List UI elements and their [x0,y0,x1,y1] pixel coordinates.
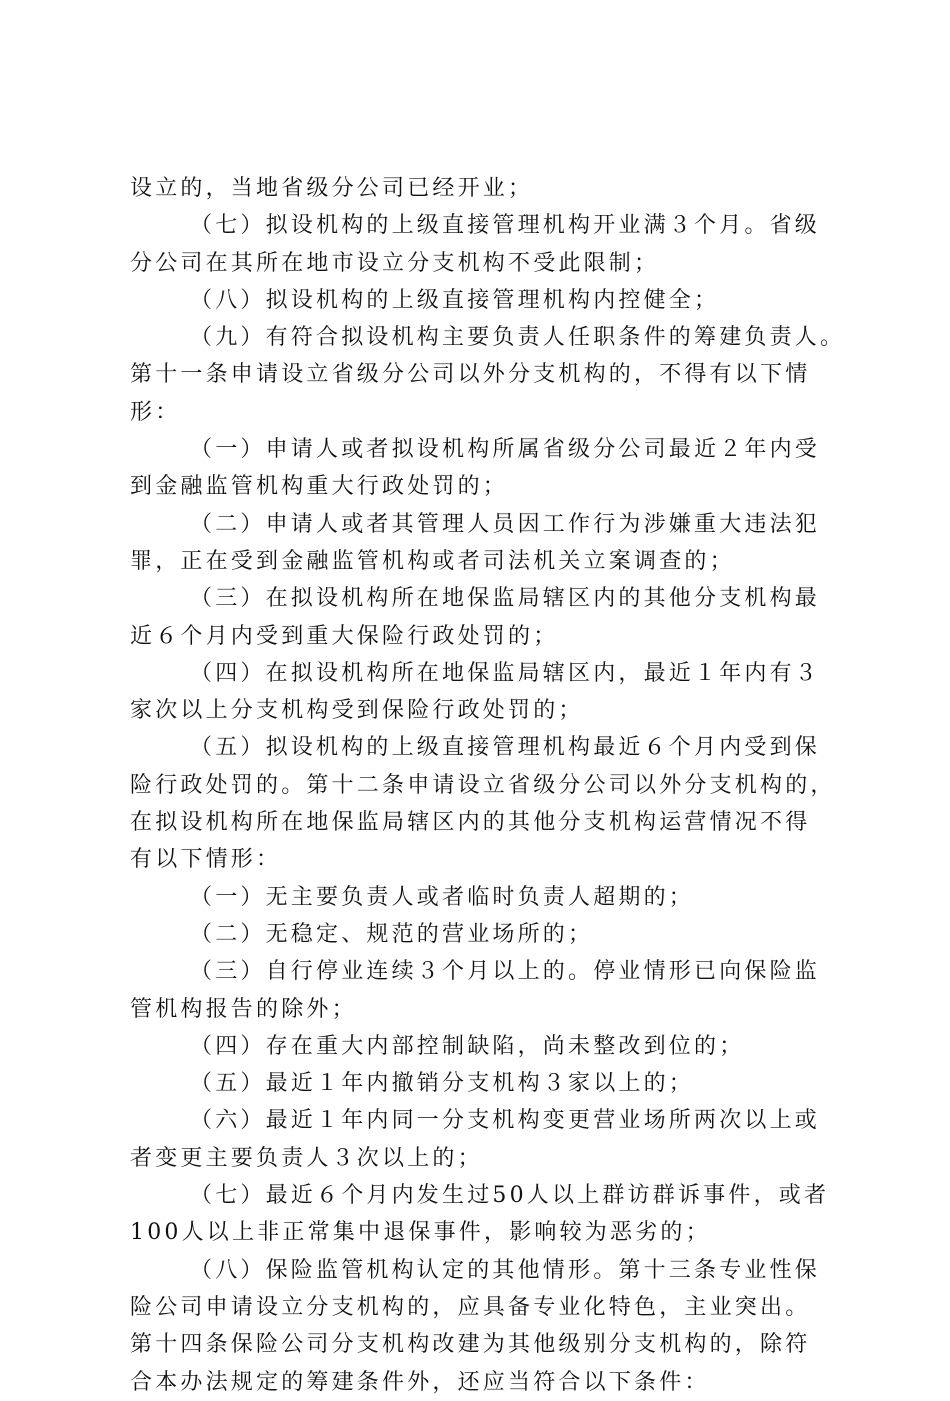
paragraph-line-indented: （七）拟设机构的上级直接管理机构开业满３个月。省级 [190,213,821,239]
paragraph-line-indented: （一）申请人或者拟设机构所属省级分公司最近２年内受 [190,437,821,463]
paragraph-line-indented: （二）无稳定、规范的营业场所的； [190,921,594,947]
paragraph-line: 近６个月内受到重大保险行政处罚的； [130,623,559,649]
paragraph-line-indented: （八）拟设机构的上级直接管理机构内控健全； [190,287,720,313]
paragraph-line-indented: （五）最近１年内撤销分支机构３家以上的； [190,1071,695,1097]
paragraph-line-indented: （九）有符合拟设机构主要负责人任职条件的筹建负责人。 [190,325,846,351]
paragraph-line: 设立的，当地省级分公司已经开业； [130,176,534,201]
paragraph-line: 有以下情形： [130,847,282,873]
paragraph-line: 险行政处罚的。第十二条申请设立省级分公司以外分支机构的， [130,772,836,798]
paragraph-line-indented: （一）无主要负责人或者临时负责人超期的； [190,884,695,910]
document-body [130,170,850,1401]
paragraph-line-indented: （八）保险监管机构认定的其他情形。第十三条专业性保 [190,1257,821,1283]
paragraph-line-indented: （二）申请人或者其管理人员因工作行为涉嫌重大违法犯 [190,511,821,537]
paragraph-line-indented: （七）最近６个月内发生过50人以上群访群诉事件，或者 [190,1183,830,1209]
paragraph-line: 第十四条保险公司分支机构改建为其他级别分支机构的，除符 [130,1332,811,1358]
paragraph-line: 第十一条申请设立省级分公司以外分支机构的，不得有以下情 [130,362,811,388]
paragraph-line: 形： [130,399,181,425]
paragraph-line: 到金融监管机构重大行政处罚的； [130,474,509,500]
paragraph-line: 在拟设机构所在地保监局辖区内的其他分支机构运营情况不得 [130,810,811,836]
paragraph-line: 100人以上非正常集中退保事件，影响较为恶劣的； [130,1220,711,1246]
paragraph-line: 家次以上分支机构受到保险行政处罚的； [130,698,584,724]
paragraph-line-indented: （四）在拟设机构所在地保监局辖区内，最近１年内有３ [190,660,821,686]
paragraph-line: 管机构报告的除外； [130,996,357,1022]
paragraph-line: 者变更主要负责人３次以上的； [130,1145,483,1171]
paragraph-line-indented: （四）存在重大内部控制缺陷，尚未整改到位的； [190,1033,745,1059]
paragraph-line-indented: （三）自行停业连续３个月以上的。停业情形已向保险监 [190,959,821,985]
paragraph-line-indented: （五）拟设机构的上级直接管理机构最近６个月内受到保 [190,735,821,761]
paragraph-line: 分公司在其所在地市设立分支机构不受此限制； [130,250,660,276]
paragraph-line: 险公司申请设立分支机构的，应具备专业化特色，主业突出。 [130,1294,811,1320]
paragraph-line: 罪，正在受到金融监管机构或者司法机关立案调查的； [130,548,735,574]
paragraph-line-indented: （六）最近１年内同一分支机构变更营业场所两次以上或 [190,1108,821,1134]
paragraph-line: 合本办法规定的筹建条件外，还应当符合以下条件： [130,1369,710,1395]
paragraph-line-indented: （三）在拟设机构所在地保监局辖区内的其他分支机构最 [190,586,821,612]
